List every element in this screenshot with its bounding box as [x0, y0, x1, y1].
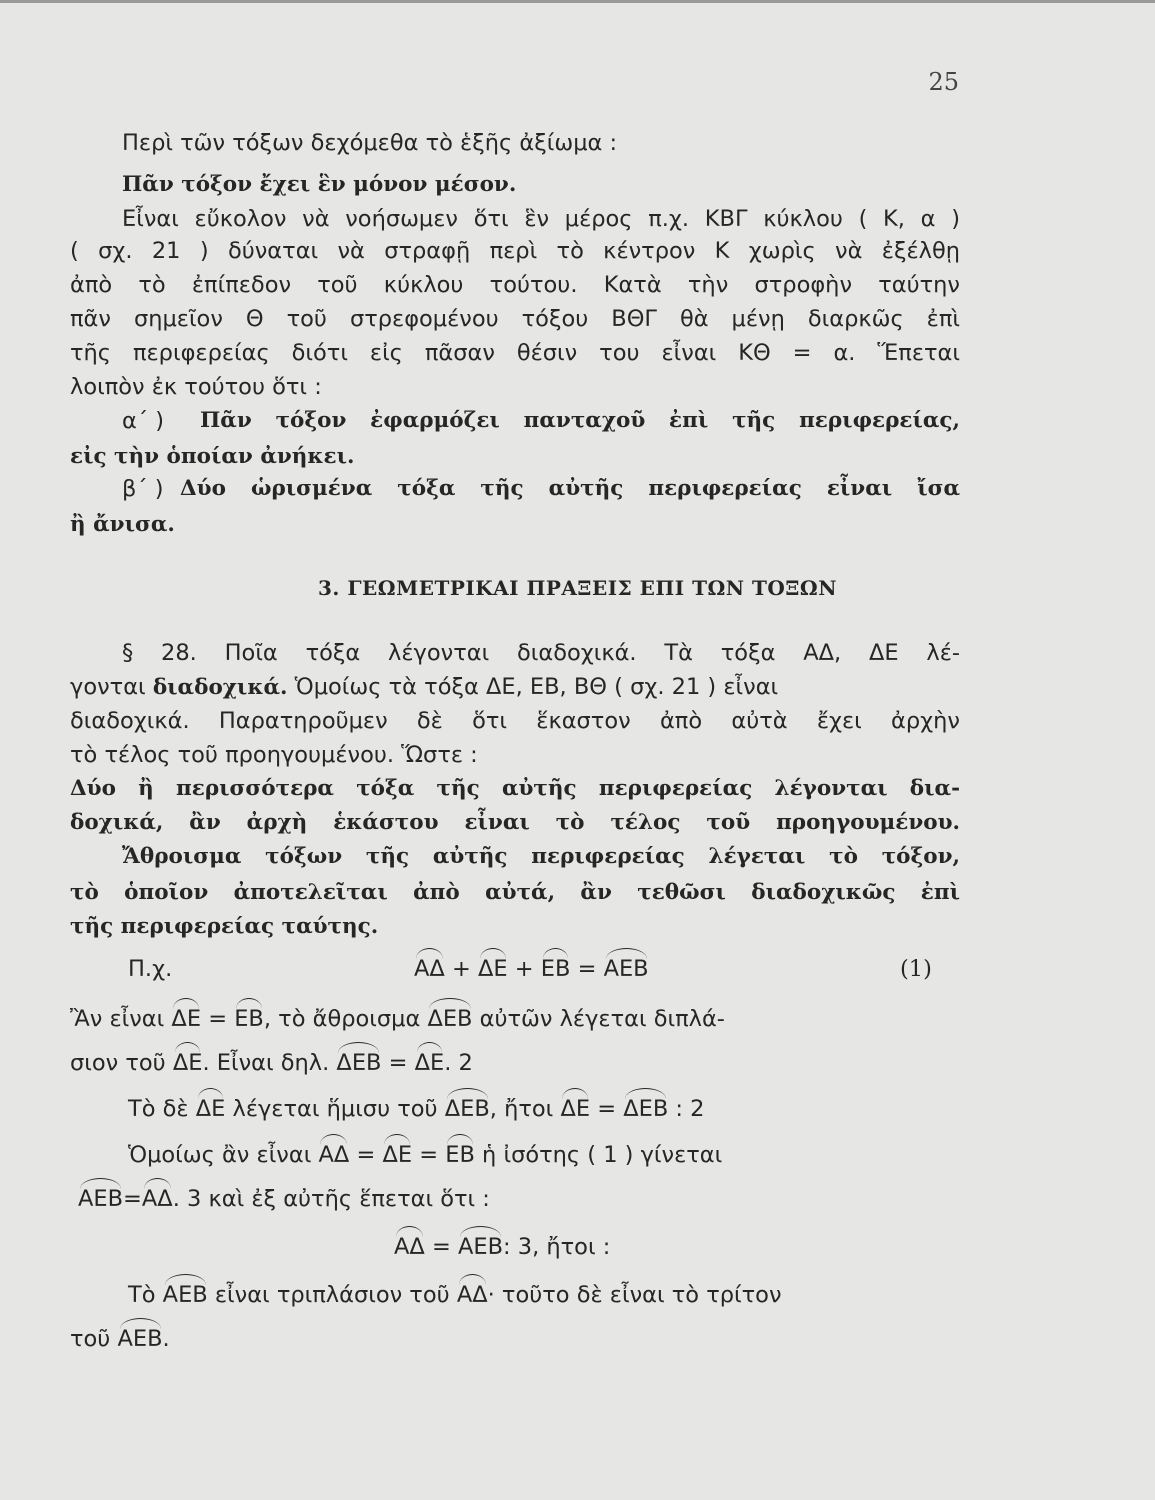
arc-de: ΔΕ — [477, 956, 508, 982]
text-line — [394, 1232, 610, 1262]
item-marker: α΄ ) — [122, 408, 165, 434]
op: + — [514, 956, 534, 982]
text-span: Τὸ — [128, 1282, 156, 1308]
text-span: εἶναι τριπλάσιον τοῦ — [214, 1282, 450, 1308]
definition-line: Δύο ἢ περισσότερα τόξα τῆς αὐτῆς περιφερείας λέγονται δια- — [70, 776, 960, 801]
op: + — [451, 956, 471, 982]
equation-1 — [414, 954, 649, 984]
text-line — [70, 1048, 473, 1078]
arc-ad: ΑΔ — [394, 1234, 425, 1260]
text-span: . Εἶναι δηλ. — [202, 1050, 330, 1076]
item-marker: β΄ ) — [122, 476, 164, 502]
arc-de: ΔΕ — [414, 1050, 445, 1076]
text-line: τὸ τέλος τοῦ προηγουμένου. Ὥστε : — [70, 742, 478, 768]
arc-eb: ΕΒ — [234, 1006, 264, 1032]
arc-aeb: ΑΕΒ — [117, 1326, 163, 1352]
text-line: ἀπὸ τὸ ἐπίπεδον τοῦ κύκλου τούτου. Κατὰ τὴν στροφὴν ταύτην — [70, 272, 960, 298]
text-span: . 3 καὶ ἐξ αὐτῆς ἕπεται ὅτι : — [172, 1186, 490, 1212]
text-span: · τοῦτο δὲ εἶναι τὸ τρίτον — [487, 1282, 782, 1308]
consequence-b: Δύο ὡρισμένα τόξα τῆς αὐτῆς περιφερείας εἶναι ἴσα — [180, 476, 960, 501]
text-line — [70, 1324, 170, 1354]
text-line — [78, 1184, 490, 1214]
definition-line: τῆς περιφερείας ταύτης. — [70, 914, 379, 939]
text-span: ἡ ἰσότης ( 1 ) γίνεται — [482, 1142, 723, 1168]
eq-number: (1) — [900, 956, 932, 982]
arc-de: ΔΕ — [560, 1096, 591, 1122]
definition-line: δοχικά, ἂν ἀρχὴ ἑκάστου εἶναι τὸ τέλος τοῦ προηγουμένου. — [70, 810, 960, 835]
op: = — [431, 1234, 451, 1260]
text-line: § 28. Ποῖα τόξα λέγονται διαδοχικά. Τὰ τόξα ΑΔ, ΔΕ λέ- — [122, 640, 960, 666]
definition-line: τὸ ὁποῖον ἀποτελεῖται ἀπὸ αὐτά, ἂν τεθῶσι διαδοχικῶς ἐπὶ — [70, 880, 960, 905]
text-span: σιον τοῦ — [70, 1050, 166, 1076]
consequence-a: Πᾶν τόξον ἐφαρμόζει πανταχοῦ ἐπὶ τῆς περιφερείας, — [200, 408, 960, 433]
text-span: γονται — [70, 674, 146, 700]
arc-aeb: ΑΕΒ — [162, 1282, 208, 1308]
arc-de: ΔΕ — [172, 1050, 203, 1076]
text-line: ( σχ. 21 ) δύναται νὰ στραφῇ περὶ τὸ κέντρον Κ χωρὶς νὰ ἐξέλθῃ — [70, 238, 960, 264]
text-span: : 3, ἤτοι : — [503, 1234, 611, 1260]
op: = — [597, 1096, 617, 1122]
arc-deb: ΔΕΒ — [623, 1096, 669, 1122]
op: = — [356, 1142, 376, 1168]
text-line — [128, 1280, 782, 1310]
text-line: πᾶν σημεῖον Θ τοῦ στρεφομένου τόξου ΒΘΓ θὰ μένῃ διαρκῶς ἐπὶ — [70, 306, 960, 332]
text-line — [128, 1140, 722, 1170]
arc-de: ΔΕ — [171, 1006, 202, 1032]
text-line — [70, 1004, 725, 1034]
text-line: διαδοχικά. Παρατηροῦμεν δὲ ὅτι ἕκαστον ἀπὸ αὐτὰ ἔχει ἀρχὴν — [70, 708, 960, 734]
text-line: Εἶναι εὔκολον νὰ νοήσωμεν ὅτι ἓν μέρος π.χ. ΚΒΓ κύκλου ( Κ, α ) — [122, 206, 960, 232]
text-span: τοῦ — [70, 1326, 111, 1352]
arc-deb: ΔΕΒ — [427, 1006, 473, 1032]
text-span: . 2 — [444, 1050, 473, 1076]
arc-aeb: ΑΕΒ — [457, 1234, 504, 1260]
arc-deb: ΔΕΒ — [444, 1096, 490, 1122]
text-span: , τὸ ἄθροισμα — [263, 1006, 421, 1032]
op: = — [419, 1142, 439, 1168]
arc-de: ΔΕ — [195, 1096, 226, 1122]
arc-ad: ΑΔ — [414, 956, 445, 982]
text-span: : 2 — [675, 1096, 705, 1122]
text-line: λοιπὸν ἐκ τούτου ὅτι : — [70, 374, 322, 400]
section-heading: 3. ΓΕΩΜΕΤΡΙΚΑΙ ΠΡΑΞΕΙΣ ΕΠΙ ΤΩΝ ΤΟΞΩΝ — [317, 576, 838, 600]
text-span: , ἤτοι — [489, 1096, 554, 1122]
text-span: αὐτῶν λέγεται διπλά- — [479, 1006, 725, 1032]
text-line: Περὶ τῶν τόξων δεχόμεθα τὸ ἑξῆς ἀξίωμα : — [122, 130, 618, 156]
consequence-b-cont: ἢ ἄνισα. — [70, 512, 175, 537]
op: = — [577, 956, 597, 982]
arc-de: ΔΕ — [382, 1142, 413, 1168]
text-span: λέγεται ἥμισυ τοῦ — [232, 1096, 438, 1122]
consequence-a-cont: εἰς τὴν ὁποίαν ἀνήκει. — [70, 444, 355, 469]
arc-ad: ΑΔ — [141, 1186, 173, 1212]
text-span: Τὸ δὲ — [128, 1096, 189, 1122]
arc-deb: ΔΕΒ — [336, 1050, 382, 1076]
text-line — [128, 1094, 704, 1124]
arc-aeb: ΑΕΒ — [603, 956, 649, 982]
text-span: . — [162, 1326, 170, 1352]
op: = — [388, 1050, 408, 1076]
text-span: Ὁμοίως τὰ τόξα ΔΕ, ΕΒ, ΒΘ ( σχ. 21 ) εἶναι — [294, 674, 779, 700]
text-span: Ὁμοίως ἂν εἶναι — [128, 1142, 312, 1168]
text-line — [70, 672, 960, 703]
axiom: Πᾶν τόξον ἔχει ἓν μόνον μέσον. — [122, 172, 517, 197]
page-number: 25 — [928, 68, 959, 96]
eq-prefix: Π.χ. — [128, 956, 173, 982]
op: = — [123, 1186, 142, 1212]
op: = — [208, 1006, 228, 1032]
scan-edge — [0, 0, 1155, 3]
arc-eb: ΕΒ — [445, 1142, 475, 1168]
arc-eb: ΕΒ — [540, 956, 571, 982]
arc-ad: ΑΔ — [318, 1142, 350, 1168]
text-line: τῆς περιφερείας διότι εἰς πᾶσαν θέσιν του εἶναι ΚΘ = α. Ἕπεται — [70, 340, 960, 366]
text-span: Ἂν εἶναι — [70, 1006, 165, 1032]
term-bold: διαδοχικά. — [152, 675, 288, 700]
definition-line: Ἄθροισμα τόξων τῆς αὐτῆς περιφερείας λέγεται τὸ τόξον, — [122, 844, 960, 869]
arc-ad: ΑΔ — [456, 1282, 488, 1308]
arc-aeb: ΑΕΒ — [78, 1186, 124, 1212]
